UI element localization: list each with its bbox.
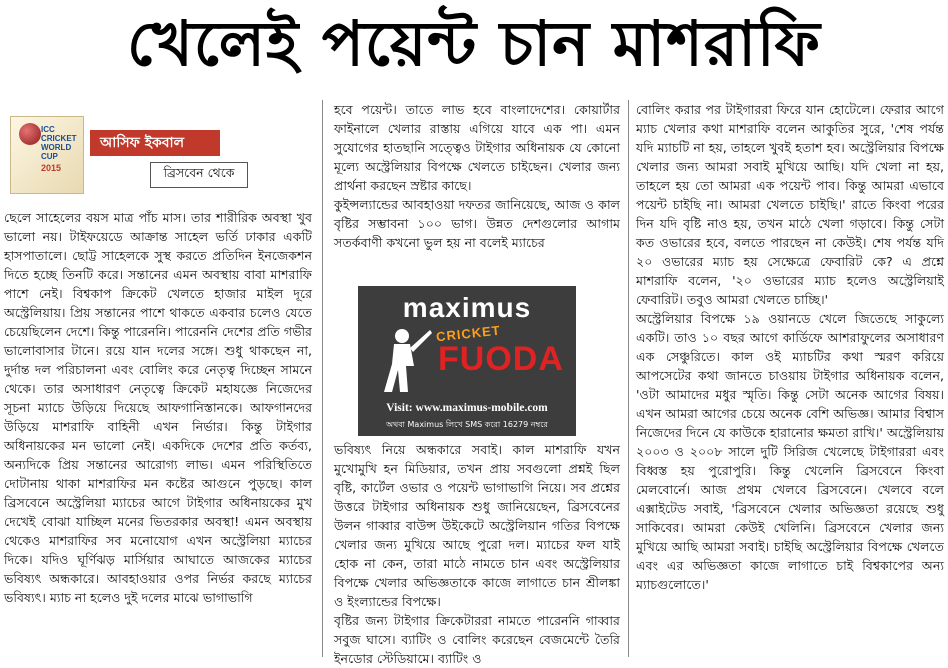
- advertisement[interactable]: [358, 286, 576, 436]
- paragraph: বোলিং করার পর টাইগাররা ফিরে যান হোটেলে। ফেরার আগে ম্যাচ খেলার কথা মাশরাফি বলেন আকুতির সুরে, 'শেষ পর্যন্ত যদি ম্যাচটি না হয়, তাহলে খুবই হতাশ হব। অস্ট্রেলিয়ার বিপক্ষে খেলার জন্য আমরা সবাই মুখিয়ে আছি। যদি খেলা না হয়, তাহলে হয় তো আমরা এক পয়েন্ট পাব। কিন্তু আমরা এভাবে পয়েন্ট চাইছি না। আমরা খেলতে চাইছি।' রাতে কিংবা পরের দিন যদি বৃষ্টি নাও হয়, তখন মাঠে খেলা গড়াবে। কিন্তু সেটা কত ওভারের হবে, বলতে পারছেন না কেউই। শেষ পর্যন্ত যদি ২০ ওভারের ম্যাচ হয় সেক্ষেত্রে ফেবারিট কে? এ প্রশ্নে মাশরাফি বলেন, '২০ ওভারের ম্যাচ হলেও অস্ট্রেলিয়াই ফেবারিট। তবুও আমরা খেলতে চাচ্ছি।': [636, 102, 944, 307]
- column-divider: [628, 100, 629, 657]
- author-name: আসিফ ইকবাল: [90, 130, 220, 156]
- ad-visit-link[interactable]: Visit: www.maximus-mobile.com: [386, 402, 548, 414]
- paragraph: অস্ট্রেলিয়ার বিপক্ষে ১৯ ওয়ানডে খেলে জিতেছে সাকুল্যে একটি। তাও ১০ বছর আগে কার্ডিফে আশরাফুলের অসাধারণ এক সেঞ্চুরিতে। কাল ওই ম্যাচটির কথা স্মরণ করিয়ে আপসেটের কথা জানতে চাওয়ায় টাইগার অধিনায়ক বলেন, 'ওটা আমাদের মধুর স্মৃতি। কিন্তু সেটা অনেক আগের বিষয়। এখন আমরা আগের চেয়ে অনেক বেশি অভিজ্ঞ। আমার বিশ্বাস নিজেদের দিনে যে কাউকে হারানোর ক্ষমতা রাখি।' অস্ট্রেলিয়ায় ২০০৩ ও ২০০৮ সালে দুটি সিরিজ খেলেছে টাইগাররা এবং বিধ্বস্ত হয় পুরোপুরি। কিন্তু খেলেনি ব্রিসবেনে কিংবা মেলবোর্নে। আজ প্রথম খেলবে ব্রিসবেনে। খেলবে বলে এক্সাইটেড সবাই, 'ব্রিসবেনে খেলার অভিজ্ঞতা রয়েছে শুধু সাকিবের। আমরা কেউই খেলিনি। ব্রিসবেনে খেলার জন্য মুখিয়ে আছি আমরা সবাই। চাইছি অস্ট্রেলিয়ার বিপক্ষে খেলতে এবং এর অভিজ্ঞতা কাজে লাগাতে চাই বিশ্বকাপের অন্য ম্যাচগুলোতে।': [636, 311, 944, 592]
- paragraph: হবে পয়েন্ট। তাতে লাভ হবে বাংলাদেশের। কোয়ার্টার ফাইনালে খেলার রাস্তায় এগিয়ে যাবে এক পা। এমন সুযোগের হাতছানি সত্ত্বেও টাইগার অধিনায়ক যে কোনো মূল্যে অস্ট্রেলিয়ার বিপক্ষে খেলতে চাইছেন। খেলার জন্য প্রার্থনা করছেন স্রষ্টার কাছে।: [334, 102, 620, 193]
- ad-fuoda-text: FUODA: [438, 340, 564, 378]
- article-column-3: [636, 100, 944, 657]
- column-2-top: [334, 100, 620, 252]
- ad-cricket-text: CRICKET: [435, 322, 502, 345]
- column-2-bottom: [334, 440, 620, 668]
- article-column-1: [4, 208, 312, 657]
- paragraph: ছেলে সাহেলের বয়স মাত্র পাঁচ মাস। তার শারীরিক অবস্থা খুব ভালো নয়। টাইফয়েডে আক্রান্ত সাহেল ভর্তি ঢাকার একটি হাসপাতালে। ছোট্ট সাহেলকে সুস্থ করতে প্রতিদিন ইনজেকশন দিতে হচ্ছে তিনটি করে। সন্তানের এমন অবস্থায় বাবা মাশরাফি পাশে নেই। বিশ্বকাপ ক্রিকেট খেলতে হাজার মাইল দূরে অস্ট্রেলিয়ায়। প্রিয় সন্তানের পাশে থাকতে একবার চলেও যেতে চেয়েছিলেন দেশে। কিন্তু পারেননি। পারেননি দেশের প্রতি গভীর ভালোবাসার টানে। রয়ে যান দলের সঙ্গে। শুধু থাকছেন না, দুর্দান্ত দল পরিচালনা এবং বোলিং করে নেতৃত্ব দিচ্ছেন সামনে থেকে। তার অসাধারণ নেতৃত্বে ক্রিকেট মহাযজ্ঞে নিজেদের সূচনা ম্যাচে উড়িয়ে দিয়েছে আফগানিস্তানকে। আফগানদের উড়িয়ে মাশরাফি বাহিনী এখন নির্ভার। কিন্তু টাইগার অধিনায়কের মন ভালো নেই। একদিকে দেশের প্রতি কর্তব্য, অন্যদিকে প্রিয় সন্তানের আরোগ্য লাভ। এমন পরিস্থিতিতে দোটানায় থাকা মাশরাফির মন কষ্টের আগুনে পুড়ছে। কাল ব্রিসবেনে অস্ট্রেলিয়া ম্যাচের আগে টাইগার অধিনায়কের মুখ দেখেই বোঝা যাচ্ছিল মনের ভিতরকার অবস্থা! এমন অবস্থায় থেকেও মাশরাফির সব মনোযোগ এখন অস্ট্রেলিয়া ম্যাচের দিকে। যদিও ঘূর্ণিঝড় মার্সিয়ার আঘাতে আজকের ম্যাচের ভবিষ্যৎ অন্ধকারে। আবহাওয়ার ওপর নির্ভর করছে ম্যাচের ভবিষ্যৎ। ম্যাচ না হলেও দুই দলের মাঝে ভাগাভাগি: [4, 210, 312, 605]
- ad-sms-text: অথবা Maximus লিখে SMS করো 16279 নম্বরে: [386, 420, 548, 429]
- logo-text: ICC CRICKET WORLD CUP: [41, 125, 77, 161]
- cricket-ball-icon: [19, 123, 41, 145]
- byline: [4, 108, 312, 200]
- world-cup-logo: [10, 116, 84, 194]
- batsman-icon: [372, 326, 432, 396]
- ad-brand: maximus: [402, 292, 532, 323]
- paragraph: ভবিষ্যৎ নিয়ে অন্ধকারে সবাই। কাল মাশরাফি যখন মুখোমুখি হন মিডিয়ার, তখন প্রায় সবগুলো প্রশ্নই ছিল বৃষ্টি, কার্টেল ওভার ও পয়েন্ট ভাগাভাগি নিয়ে। সব প্রশ্নের উত্তরে টাইগার অধিনায়ক শুধু জানিয়েছেন, ব্রিসবেনের উলন গাব্বার বাউন্স উইকেটে অস্ট্রেলিয়ান গতির বিপক্ষে খেলার জন্য মুখিয়ে আছে পুরো দল। ম্যাচের ফল যাই হোক না কেন, তারা মাঠে নামতে চান এবং অস্ট্রেলিয়ার বিপক্ষে খেলার অভিজ্ঞতাকে কাজে লাগাতে চান শ্রীলঙ্কা ও ইংল্যান্ডের বিপক্ষে।: [334, 442, 620, 609]
- dateline: ব্রিসবেন থেকে: [150, 162, 248, 188]
- headline: খেলেই পয়েন্ট চান মাশরাফি: [127, 6, 821, 80]
- column-divider: [322, 100, 323, 657]
- paragraph: কুইন্সল্যান্ডের আবহাওয়া দফতর জানিয়েছে, আজ ও কাল বৃষ্টির সম্ভাবনা ১০০ ভাগ। উন্নত দেশগুলোর আগাম সতর্কবাণী কখনো ভুল হয় না বলেই ম্যাচের: [334, 197, 620, 250]
- paragraph: বৃষ্টির জন্য টাইগার ক্রিকেটাররা নামতে পারেননি গাব্বার সবুজ ঘাসে। ব্যাটিং ও বোলিং করেছেন বেজমেন্টে তৈরি ইনডোর স্টেডিয়ামে। ব্যাটিং ও: [334, 613, 620, 666]
- logo-year: 2015: [41, 163, 62, 173]
